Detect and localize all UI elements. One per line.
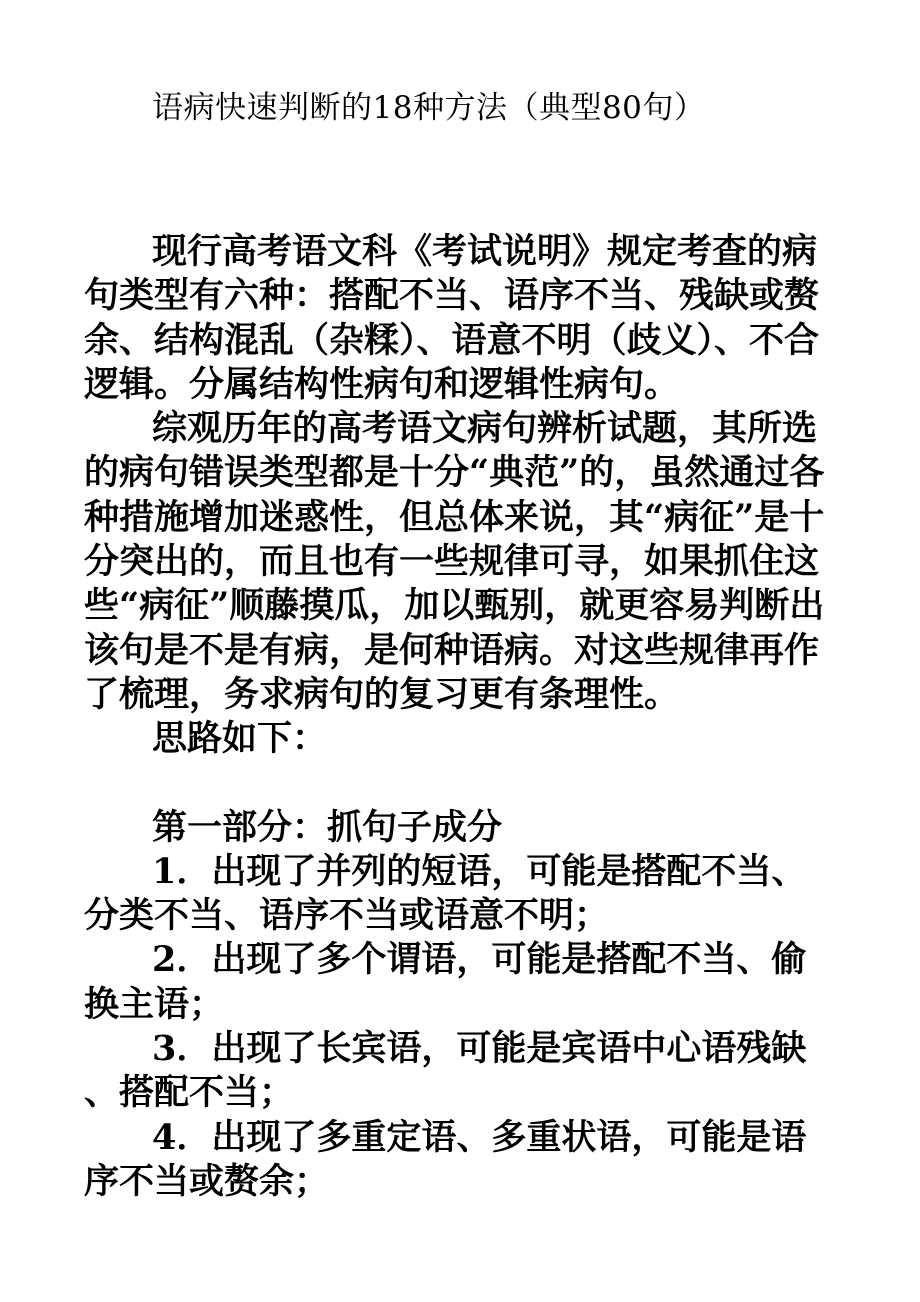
intro-paragraph-1: 现行高考语文科《考试说明》规定考查的病句类型有六种：搭配不当、语序不当、残缺或赘余、结构混乱（杂糅）、语意不明（歧义）、不合逻辑。分属结构性病句和逻辑性病句。 — [84, 231, 820, 405]
page-title: 语病快速判断的18种方法（典型80句） — [152, 90, 706, 126]
list-item: 1．出现了并列的短语，可能是搭配不当、分类不当、语序不当或语意不明； — [84, 850, 807, 937]
list-item: 4．出现了多重定语、多重状语，可能是语序不当或赘余； — [84, 1116, 807, 1202]
intro-paragraph-2: 综观历年的高考语文病句辨析试题，其所选的病句错误类型都是十分“典范”的，虽然通过各种措施增加迷惑性，但总体来说，其“病征”是十分突出的，而且也有一些规律可寻，如果抓住这些“病征”顺藤摸瓜，加以甄别，就更容易判断出该句是不是有病，是何种语病。对这些规律再作了梳理，务求病句的复习更有条理性。 — [84, 408, 825, 715]
paragraph-gap — [84, 762, 840, 806]
intro-paragraph-3: 思路如下： — [152, 718, 328, 760]
document-body — [84, 230, 840, 1204]
section-heading: 第一部分：抓句子成分 — [152, 806, 503, 848]
list-item: 3．出现了长宾语，可能是宾语中心语残缺、搭配不当； — [84, 1028, 807, 1114]
list-item: 2．出现了多个谓语，可能是搭配不当、偷换主语； — [84, 939, 807, 1025]
